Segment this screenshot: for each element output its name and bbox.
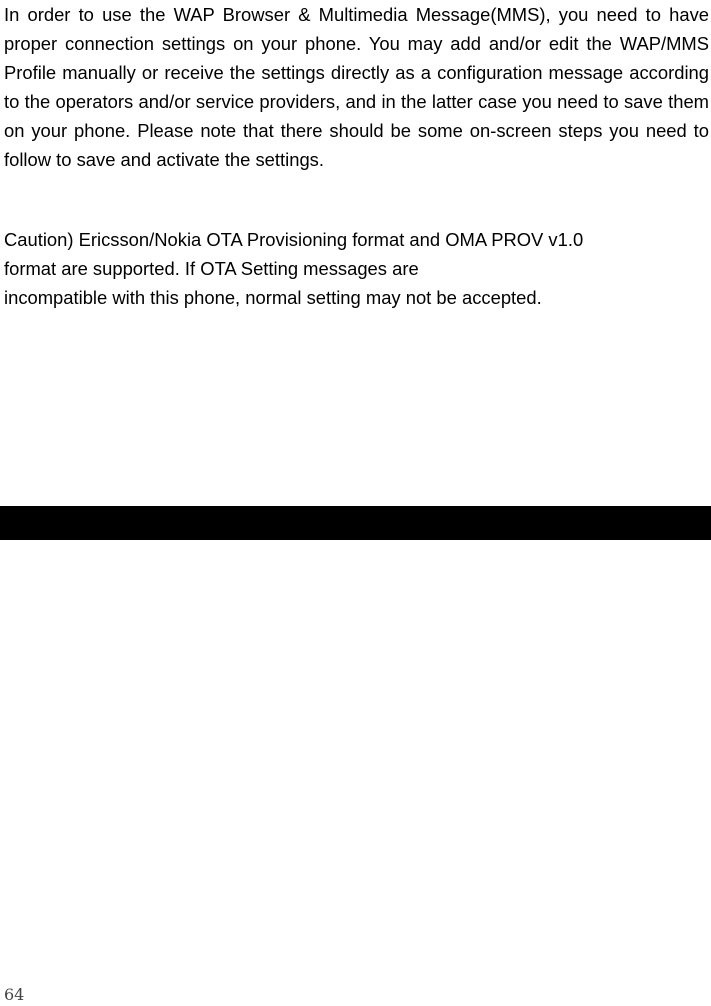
black-divider-bar: [0, 506, 711, 540]
intro-paragraph: In order to use the WAP Browser & Multimedia Message(MMS), you need to have proper connection settings on your phone. You may add and/or edit the WAP/MMS Profile manually or receive the settings directly as a configuration message according to the operators and/or service providers, and in the latter case you need to save them on your phone. Please note that there should be some on-screen steps you need to follow to save and activate the settings.: [4, 4, 709, 170]
caution-line-3: incompatible with this phone, normal setting may not be accepted.: [4, 287, 542, 308]
page-number: 64: [4, 985, 25, 1004]
caution-line-1: Caution) Ericsson/Nokia OTA Provisioning format and OMA PROV v1.0: [4, 229, 584, 250]
caution-note: [4, 225, 709, 312]
caution-line-2: format are supported. If OTA Setting messages are: [4, 258, 419, 279]
